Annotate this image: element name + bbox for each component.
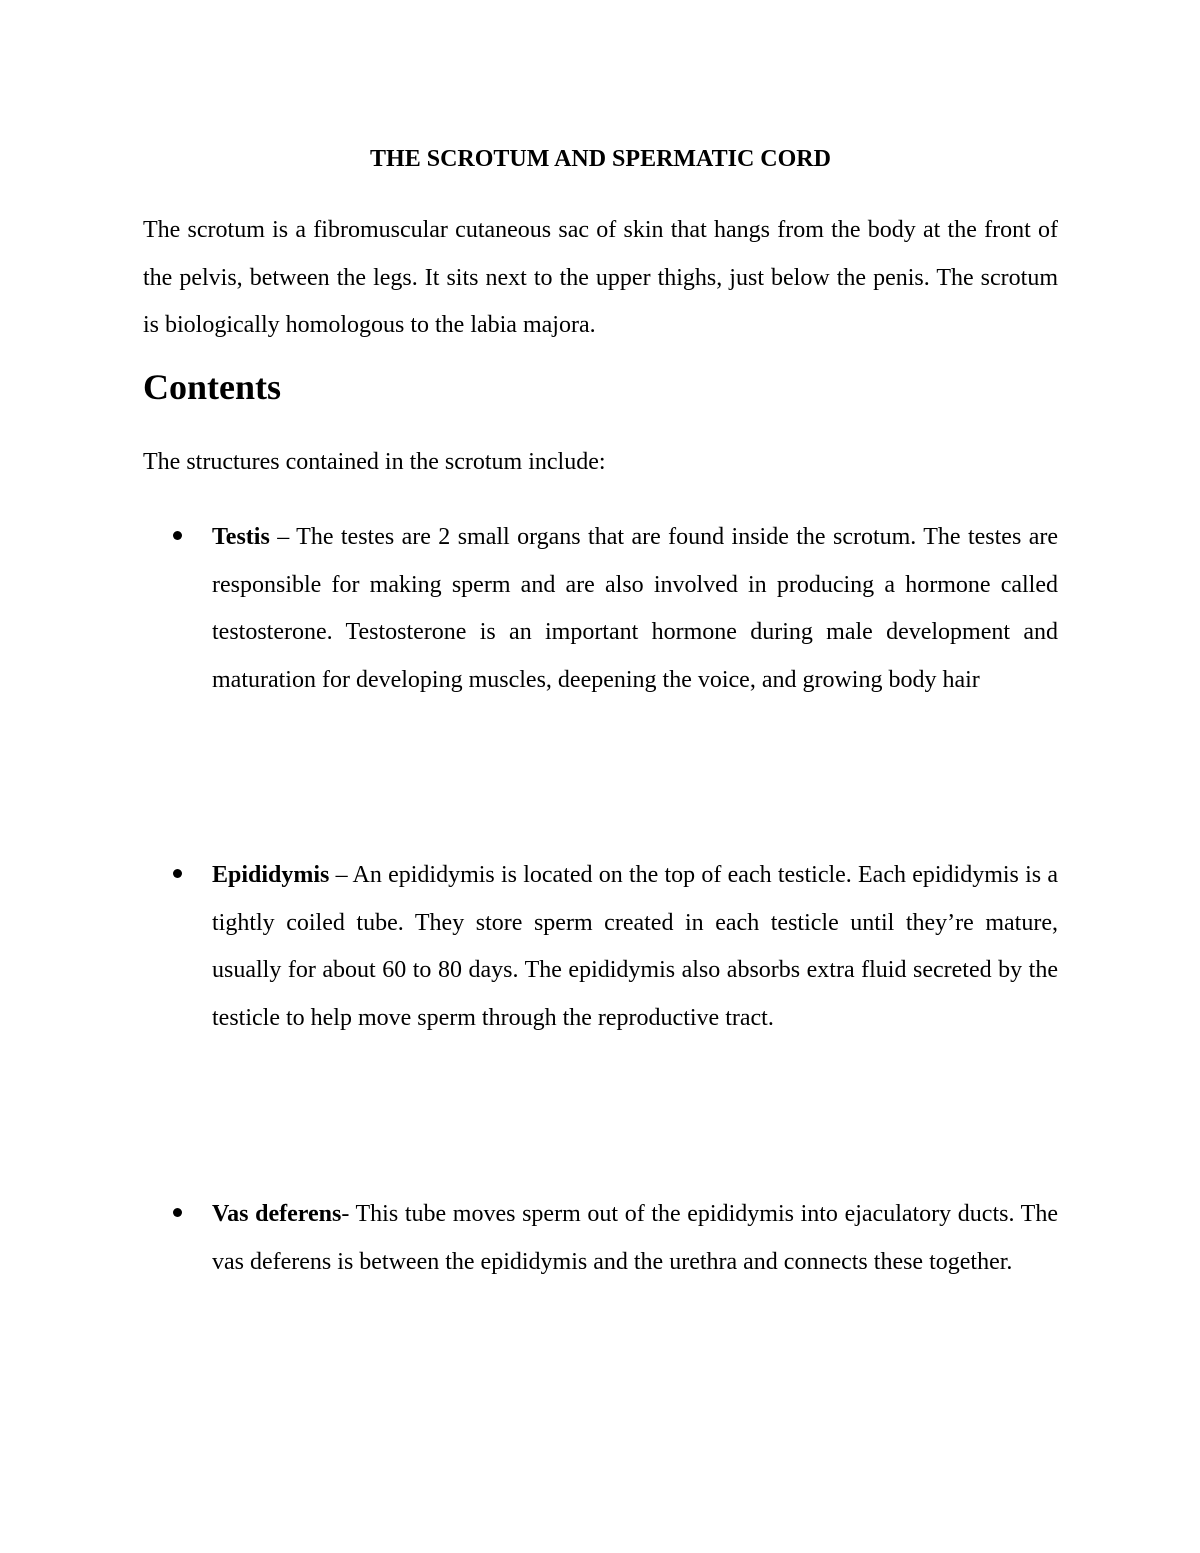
contents-lead: The structures contained in the scrotum include: [143,449,606,475]
list-item-text [212,852,1058,1042]
intro-paragraph: The scrotum is a fibromuscular cutaneous sac of skin that hangs from the body at the front of the pelvis, between the legs. It sits next to the upper thighs, just below the penis. The scrotum is biologically homologous to the labia majora. [143,217,1058,338]
list-item-separator: - [341,1201,356,1227]
bullet-icon [173,531,182,540]
list-item-term: Testis [212,524,270,550]
list-item-term: Epididymis [212,862,330,888]
list-item-testis [143,514,1058,704]
bullet-icon [173,869,182,878]
list-item-vas-deferens [143,1191,1058,1286]
list-item-description: This tube moves sperm out of the epididymis into ejaculatory ducts. The vas deferens is between the epididymis and the urethra and connects these together. [212,1201,1058,1275]
list-item-description: An epididymis is located on the top of each testicle. Each epididymis is a tightly coiled tube. They store sperm created in each testicle until they’re mature, usually for about 60 to 80 days. The epididymis also absorbs extra fluid secreted by the testicle to help move sperm through the reproductive tract. [212,862,1058,1031]
list-item-epididymis [143,852,1058,1042]
bullet-icon [173,1208,182,1217]
list-item-description: The testes are 2 small organs that are found inside the scrotum. The testes are responsible for making sperm and are also involved in producing a hormone called testosterone. Testosterone is an important hormone during male development and maturation for developing muscles, deepening the voice, and growing body hair [212,524,1058,693]
contents-heading: Contents [143,367,282,407]
document-title: THE SCROTUM AND SPERMATIC CORD [370,146,831,172]
list-item-text [212,514,1058,704]
list-item-text [212,1191,1058,1286]
list-item-separator: – [269,524,297,550]
list-item-separator: – [329,862,353,888]
document-page [143,0,1058,1553]
list-item-term: Vas deferens [212,1201,342,1227]
